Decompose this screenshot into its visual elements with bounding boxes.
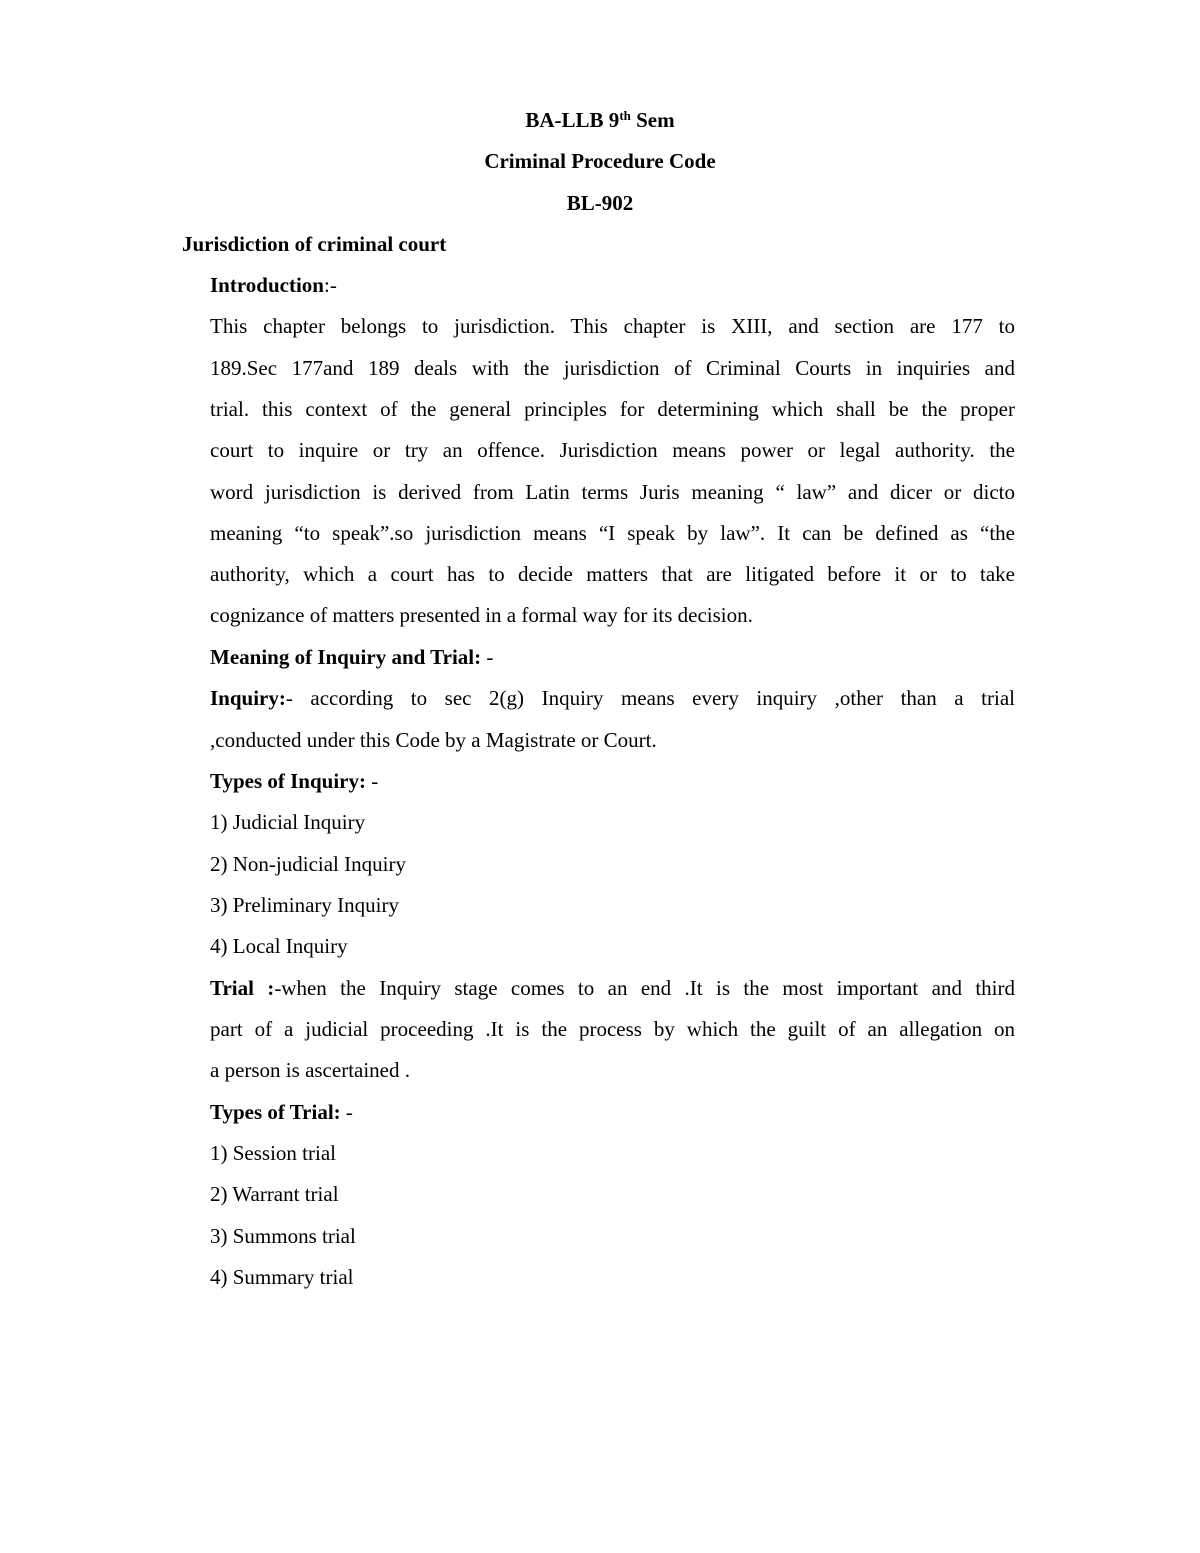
inquiry-definition-line: ,conducted under this Code by a Magistrate or Court. bbox=[210, 728, 657, 752]
meaning-heading-suffix: - bbox=[481, 645, 494, 669]
trial-type-item: 4) Summary trial bbox=[210, 1265, 354, 1289]
inquiry-type-item: 2) Non-judicial Inquiry bbox=[210, 852, 406, 876]
introduction-line: court to inquire or try an offence. Jurisdiction means power or legal authority. the bbox=[210, 438, 1015, 462]
meaning-heading-label: Meaning of Inquiry and Trial: bbox=[210, 645, 482, 669]
course-title-superscript: th bbox=[619, 108, 631, 123]
types-of-trial-heading bbox=[210, 1102, 353, 1123]
inquiry-text: - according to sec 2(g) Inquiry means every inquiry ,other than a trial bbox=[285, 686, 1015, 710]
introduction-line: cognizance of matters presented in a formal way for its decision. bbox=[210, 603, 753, 627]
introduction-line: meaning “to speak”.so jurisdiction means “I speak by law”. It can be defined as “the bbox=[210, 521, 1015, 545]
introduction-line: word jurisdiction is derived from Latin terms Juris meaning “ law” and dicer or dicto bbox=[210, 480, 1015, 504]
trial-type-item: 2) Warrant trial bbox=[210, 1182, 339, 1206]
types-of-inquiry-suffix: - bbox=[365, 769, 379, 793]
trial-type-item: 1) Session trial bbox=[210, 1141, 336, 1165]
introduction-line: authority, which a court has to decide matters that are litigated before it or to take bbox=[210, 562, 1015, 586]
types-of-inquiry-label: Types of Inquiry: bbox=[210, 769, 366, 793]
course-title-suffix: Sem bbox=[630, 108, 675, 132]
course-title bbox=[0, 110, 1200, 131]
trial-definition-line bbox=[210, 978, 1015, 999]
types-of-inquiry-heading bbox=[210, 771, 378, 792]
inquiry-label: Inquiry: bbox=[210, 686, 286, 710]
inquiry-type-item: 3) Preliminary Inquiry bbox=[210, 893, 399, 917]
introduction-line: 189.Sec 177and 189 deals with the jurisdiction of Criminal Courts in inquiries and bbox=[210, 356, 1015, 380]
inquiry-type-item: 4) Local Inquiry bbox=[210, 934, 348, 958]
types-of-trial-suffix: - bbox=[340, 1100, 353, 1124]
subject-title: Criminal Procedure Code bbox=[484, 149, 716, 173]
types-of-trial-label: Types of Trial: bbox=[210, 1100, 341, 1124]
course-title-text: BA-LLB 9 bbox=[525, 108, 620, 132]
trial-definition-line: part of a judicial proceeding .It is the process by which the guilt of an allegation on bbox=[210, 1017, 1015, 1041]
introduction-line: This chapter belongs to jurisdiction. This chapter is XIII, and section are 177 to bbox=[210, 314, 1015, 338]
subject-code: BL-902 bbox=[566, 191, 634, 215]
trial-type-item: 3) Summons trial bbox=[210, 1224, 356, 1248]
section-title: Jurisdiction of criminal court bbox=[182, 232, 447, 256]
inquiry-definition-line bbox=[210, 688, 1015, 709]
inquiry-type-item: 1) Judicial Inquiry bbox=[210, 810, 366, 834]
introduction-heading-label: Introduction bbox=[210, 273, 324, 297]
trial-text: -when the Inquiry stage comes to an end .It is the most important and third bbox=[274, 976, 1015, 1000]
introduction-heading-suffix: :- bbox=[323, 273, 337, 297]
trial-label: Trial : bbox=[210, 976, 275, 1000]
introduction-heading bbox=[210, 275, 337, 296]
meaning-heading bbox=[210, 647, 493, 668]
introduction-line: trial. this context of the general principles for determining which shall be the proper bbox=[210, 397, 1015, 421]
trial-definition-line: a person is ascertained . bbox=[210, 1058, 411, 1082]
